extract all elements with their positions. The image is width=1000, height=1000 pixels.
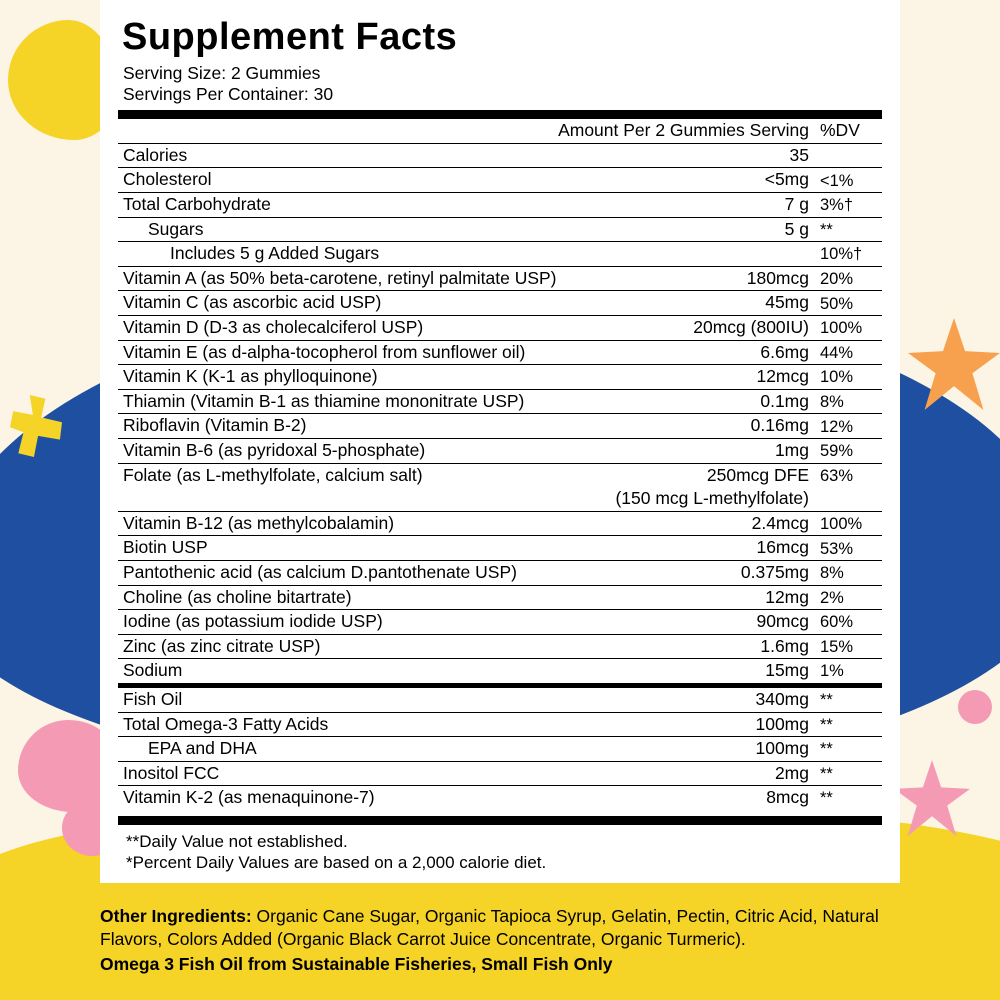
table-row bbox=[118, 365, 882, 390]
table-row bbox=[118, 242, 882, 267]
table-row bbox=[118, 439, 882, 464]
table-row bbox=[118, 266, 882, 291]
page-title: Supplement Facts bbox=[122, 16, 458, 58]
nutrient-daily-value: 8% bbox=[813, 389, 882, 414]
header-blank bbox=[118, 119, 558, 143]
header-dv: %DV bbox=[820, 120, 860, 141]
other-ingredients-heading: Other Ingredients: bbox=[100, 906, 252, 926]
nutrient-daily-value: ** bbox=[813, 737, 882, 762]
footnote-daily-value-not-established: **Daily Value not established. bbox=[126, 831, 348, 851]
nutrient-amount: 2.4mcg bbox=[558, 511, 813, 536]
divider-thick-bottom bbox=[118, 816, 882, 825]
table-row bbox=[118, 316, 882, 341]
table-row bbox=[118, 634, 882, 659]
nutrient-name: Inositol FCC bbox=[118, 761, 755, 786]
nutrient-name: Choline (as choline bitartrate) bbox=[118, 585, 558, 610]
nutrient-name: Cholesterol bbox=[118, 168, 558, 193]
table-row bbox=[118, 786, 882, 810]
nutrient-name: Vitamin E (as d-alpha-tocopherol from sunflower oil) bbox=[118, 340, 558, 365]
nutrient-amount: 7 g bbox=[558, 193, 813, 218]
nutrient-name: Biotin USP bbox=[118, 536, 558, 561]
nutrient-daily-value: <1% bbox=[813, 168, 882, 193]
nutrient-daily-value: 8% bbox=[813, 560, 882, 585]
nutrient-daily-value: 50% bbox=[813, 291, 882, 316]
omega-note: Omega 3 Fish Oil from Sustainable Fisheries, Small Fish Only bbox=[100, 953, 613, 974]
table-row bbox=[118, 610, 882, 635]
nutrient-amount: 180mcg bbox=[558, 266, 813, 291]
nutrient-name: Vitamin C (as ascorbic acid USP) bbox=[118, 291, 558, 316]
nutrient-amount: 12mg bbox=[558, 585, 813, 610]
nutrient-name: Total Carbohydrate bbox=[118, 193, 558, 218]
table-row bbox=[118, 291, 882, 316]
nutrient-daily-value: ** bbox=[813, 712, 882, 737]
nutrient-name: Total Omega-3 Fatty Acids bbox=[118, 712, 755, 737]
nutrient-amount bbox=[558, 242, 813, 267]
nutrient-daily-value: 20% bbox=[813, 266, 882, 291]
nutrient-daily-value: 10% bbox=[813, 365, 882, 390]
nutrient-name: Vitamin B-12 (as methylcobalamin) bbox=[118, 511, 558, 536]
nutrient-amount: 15mg bbox=[558, 659, 813, 683]
table-row bbox=[118, 193, 882, 218]
table-row bbox=[118, 585, 882, 610]
nutrient-name: Riboflavin (Vitamin B-2) bbox=[118, 414, 558, 439]
footnote-percent-daily-values: *Percent Daily Values are based on a 2,000 calorie diet. bbox=[126, 853, 547, 873]
nutrient-name: Pantothenic acid (as calcium D.pantothenate USP) bbox=[118, 560, 558, 585]
nutrient-name: Vitamin K (K-1 as phylloquinone) bbox=[118, 365, 558, 390]
nutrient-daily-value: ** bbox=[813, 786, 882, 810]
nutrient-daily-value: 63% bbox=[813, 463, 882, 487]
table-subnote-row bbox=[118, 487, 882, 511]
other-ingredients-block bbox=[100, 905, 920, 975]
nutrient-daily-value: 100% bbox=[813, 511, 882, 536]
nutrient-amount: 16mcg bbox=[558, 536, 813, 561]
nutrient-daily-value: 100% bbox=[813, 316, 882, 341]
nutrient-amount: 8mcg bbox=[755, 786, 813, 810]
nutrient-name: Sugars bbox=[118, 217, 558, 242]
nutrient-daily-value: 59% bbox=[813, 439, 882, 464]
table-row bbox=[118, 389, 882, 414]
nutrient-amount: 0.1mg bbox=[558, 389, 813, 414]
nutrient-amount: 6.6mg bbox=[558, 340, 813, 365]
nutrient-amount: 20mcg (800IU) bbox=[558, 316, 813, 341]
nutrient-amount: 100mg bbox=[755, 712, 813, 737]
nutrient-amount: 2mg bbox=[755, 761, 813, 786]
nutrition-table bbox=[118, 119, 882, 683]
nutrient-amount: 0.375mg bbox=[558, 560, 813, 585]
nutrient-name: Folate (as L-methylfolate, calcium salt) bbox=[118, 463, 558, 487]
nutrient-name: Vitamin B-6 (as pyridoxal 5-phosphate) bbox=[118, 439, 558, 464]
nutrient-daily-value: 53% bbox=[813, 536, 882, 561]
nutrient-amount: 1.6mg bbox=[558, 634, 813, 659]
nutrient-name: Vitamin D (D-3 as cholecalciferol USP) bbox=[118, 316, 558, 341]
table-row bbox=[118, 560, 882, 585]
divider-thick-top bbox=[118, 110, 882, 119]
nutrient-daily-value: 2% bbox=[813, 585, 882, 610]
nutrient-daily-value: ** bbox=[813, 217, 882, 242]
table-row bbox=[118, 463, 882, 487]
table-row bbox=[118, 659, 882, 683]
nutrient-amount: 5 g bbox=[558, 217, 813, 242]
nutrient-daily-value: 44% bbox=[813, 340, 882, 365]
subnote-blank bbox=[118, 487, 558, 511]
nutrient-name: Vitamin A (as 50% beta-carotene, retinyl palmitate USP) bbox=[118, 266, 558, 291]
subnote-blank-dv bbox=[813, 487, 882, 511]
nutrient-amount: 90mcg bbox=[558, 610, 813, 635]
nutrient-daily-value: 15% bbox=[813, 634, 882, 659]
nutrient-amount: 1mg bbox=[558, 439, 813, 464]
nutrient-name: Includes 5 g Added Sugars bbox=[118, 242, 558, 267]
pink-dot-shape bbox=[958, 690, 992, 724]
nutrient-amount: 35 bbox=[558, 143, 813, 168]
nutrient-name: Iodine (as potassium iodide USP) bbox=[118, 610, 558, 635]
table-row bbox=[118, 687, 882, 712]
table-header-row bbox=[118, 119, 882, 143]
other-ingredients-line bbox=[100, 905, 920, 951]
table-row bbox=[118, 536, 882, 561]
nutrient-amount: 250mcg DFE bbox=[558, 463, 813, 487]
nutrient-daily-value: ** bbox=[813, 761, 882, 786]
servings-per-container: Servings Per Container: 30 bbox=[123, 83, 334, 104]
table-row bbox=[118, 168, 882, 193]
nutrient-name: Calories bbox=[118, 143, 558, 168]
nutrient-daily-value: ** bbox=[813, 687, 882, 712]
table-row bbox=[118, 143, 882, 168]
nutrient-daily-value: 12% bbox=[813, 414, 882, 439]
serving-size: Serving Size: 2 Gummies bbox=[123, 63, 321, 83]
nutrient-daily-value: 10%† bbox=[813, 242, 882, 267]
footnotes bbox=[118, 825, 882, 884]
nutrition-table-secondary bbox=[118, 687, 882, 810]
nutrient-amount: 45mg bbox=[558, 291, 813, 316]
nutrient-amount: <5mg bbox=[558, 168, 813, 193]
other-ingredients-text: Organic Cane Sugar, Organic Tapioca Syrup, Gelatin, Pectin, Citric Acid, Natural Flavors, Colors Added (Organic Black Carrot Juice Concentrate, Organic Turmeric). bbox=[100, 906, 879, 949]
nutrient-daily-value: 60% bbox=[813, 610, 882, 635]
nutrient-name: Fish Oil bbox=[118, 687, 755, 712]
table-row bbox=[118, 761, 882, 786]
nutrient-name: Zinc (as zinc citrate USP) bbox=[118, 634, 558, 659]
nutrient-amount: 0.16mg bbox=[558, 414, 813, 439]
nutrient-amount: 12mcg bbox=[558, 365, 813, 390]
nutrient-name: Vitamin K-2 (as menaquinone-7) bbox=[118, 786, 755, 810]
table-row bbox=[118, 511, 882, 536]
table-row bbox=[118, 217, 882, 242]
table-row bbox=[118, 737, 882, 762]
nutrient-daily-value: 3%† bbox=[813, 193, 882, 218]
nutrient-daily-value: 1% bbox=[813, 659, 882, 683]
nutrient-daily-value bbox=[813, 143, 882, 168]
supplement-facts-panel bbox=[100, 0, 900, 883]
nutrient-amount: 100mg bbox=[755, 737, 813, 762]
table-row bbox=[118, 414, 882, 439]
nutrient-name: EPA and DHA bbox=[118, 737, 755, 762]
table-row bbox=[118, 340, 882, 365]
table-row bbox=[118, 712, 882, 737]
header-amount: Amount Per 2 Gummies Serving bbox=[558, 120, 809, 141]
nutrient-name: Thiamin (Vitamin B-1 as thiamine mononitrate USP) bbox=[118, 389, 558, 414]
nutrient-subnote: (150 mcg L-methylfolate) bbox=[615, 488, 809, 509]
nutrient-name: Sodium bbox=[118, 659, 558, 683]
nutrient-amount: 340mg bbox=[755, 687, 813, 712]
